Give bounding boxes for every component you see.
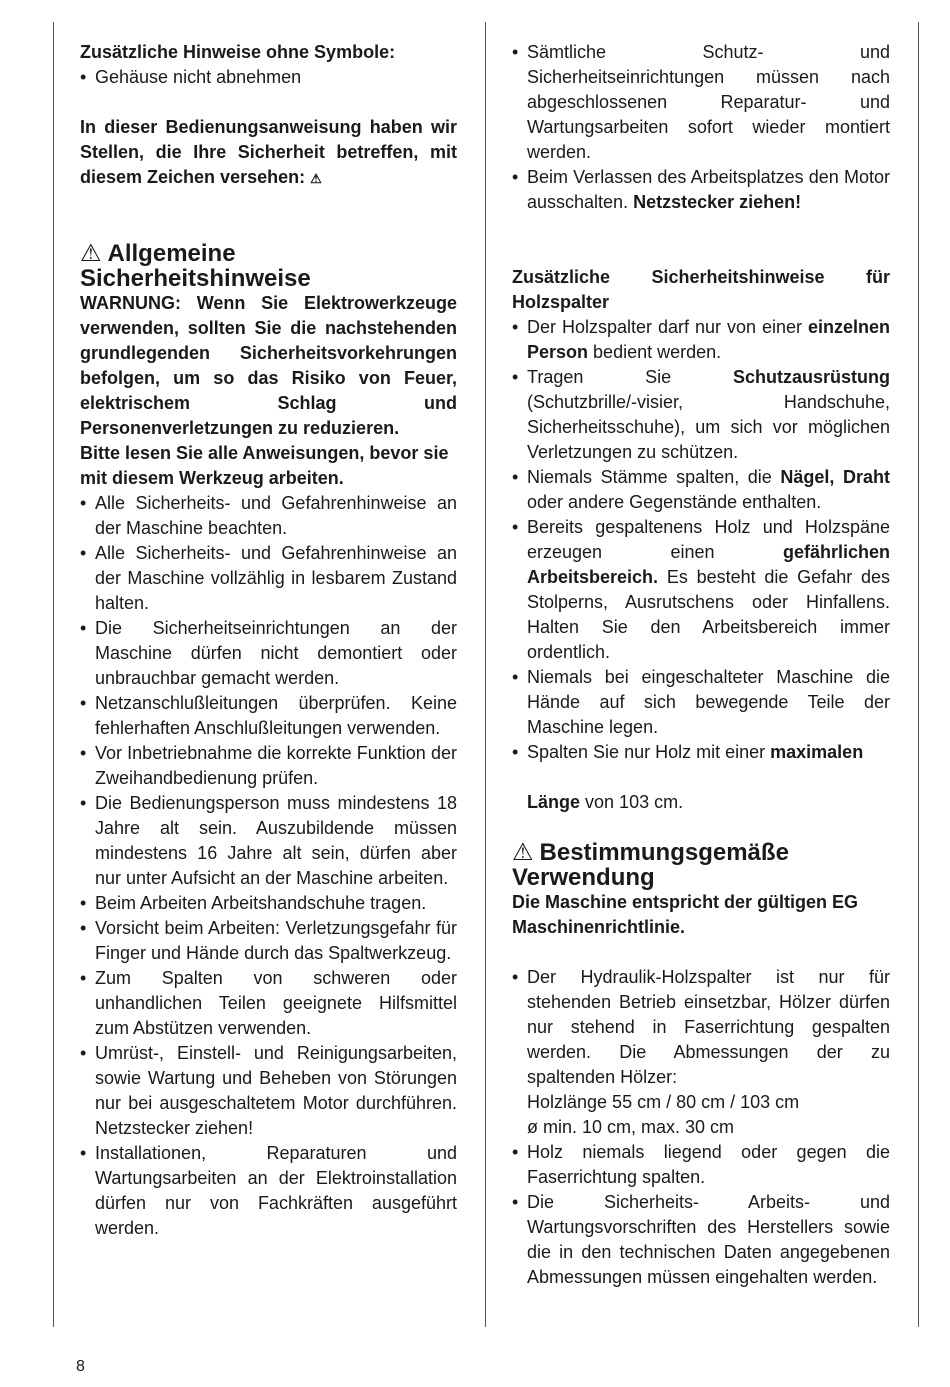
list-item: • Vorsicht beim Arbeiten: Verletzungsgefahr für Finger und Hände durch das Spaltwerkzeug.	[80, 916, 457, 966]
wood-diameter-spec: ø min. 10 cm, max. 30 cm	[527, 1117, 735, 1137]
list-item: • Beim Arbeiten Arbeitshandschuhe tragen.	[80, 891, 457, 916]
list-item: • Zum Spalten von schweren oder unhandlichen Teilen geeignete Hilfsmittel zum Abstützen verwenden.	[80, 966, 457, 1041]
right-column	[512, 40, 890, 1290]
list-item: • Spalten Sie nur Holz mit einer maximalen Länge von 103 cm.	[512, 740, 890, 815]
section-title-intended-use: ⚠ Bestimmungsgemäße Verwendung	[512, 839, 789, 891]
warning-icon: ⚠	[512, 839, 534, 866]
list-item: • Der Holzspalter darf nur von einer einzelnen Person bedient werden.	[512, 315, 890, 365]
list-item: • Holz niemals liegend oder gegen die Faserrichtung spalten.	[512, 1140, 890, 1190]
warning-icon: ⚠	[80, 240, 102, 267]
intro-list-item: • Gehäuse nicht abnehmen	[80, 65, 457, 90]
symbol-note: In dieser Bedienungsanweisung haben wir Stellen, die Ihre Sicherheit betreffen, mit diesem Zeichen versehen: ⚠	[80, 117, 457, 187]
left-margin-rule	[53, 22, 54, 1327]
right-margin-rule	[918, 22, 919, 1327]
list-item: • Tragen Sie Schutzausrüstung (Schutzbrille/-visier, Handschuhe, Sicherheitsschuhe), um sich vor möglichen Verletzungen zu schützen.	[512, 365, 890, 465]
list-item: • Niemals bei eingeschalteter Maschine die Hände auf sich bewegende Teile der Maschine legen.	[512, 665, 890, 740]
wood-splitter-list	[512, 315, 890, 815]
intro-heading: Zusätzliche Hinweise ohne Symbole:	[80, 42, 396, 62]
list-item: • Umrüst-, Einstell- und Reinigungsarbeiten, sowie Wartung und Beheben von Störungen nur bei ausgeschaltetem Motor durchführen. Netzstecker ziehen!	[80, 1041, 457, 1141]
top-safety-list	[512, 40, 890, 215]
list-item: • Niemals Stämme spalten, die Nägel, Draht oder andere Gegenstände enthalten.	[512, 465, 890, 515]
list-item: • Bereits gespaltenens Holz und Holzspäne erzeugen einen gefährlichen Arbeitsbereich. Es besteht die Gefahr des Stolperns, Ausrutschens oder Hinfallens. Halten Sie den Arbeitsbereich immer ordentlich.	[512, 515, 890, 665]
list-item: • Installationen, Reparaturen und Wartungsarbeiten an der Elektroinstallation dürfen nur von Fachkräften ausgeführt werden.	[80, 1141, 457, 1241]
page-number: 8	[76, 1358, 85, 1375]
intended-use-subtitle: Die Maschine entspricht der gültigen EG Maschinenrichtlinie.	[512, 892, 859, 937]
list-item: • Der Hydraulik-Holzspalter ist nur für stehenden Betrieb einsetzbar, Hölzer dürfen nur stehend in Faserrichtung gespalten werden. Die Abmessungen der zu spaltenden Hölzer: Holzlänge 55 cm / 80 cm / 103 cm ø min. 10 cm, max. 30 cm	[512, 965, 890, 1140]
list-item: • Die Bedienungsperson muss mindestens 18 Jahre alt sein. Auszubildende müssen mindestens 16 Jahre alt sein, dürfen aber nur unter Aufsicht an der Maschine arbeiten.	[80, 791, 457, 891]
list-item: • Alle Sicherheits- und Gefahrenhinweise an der Maschine beachten.	[80, 491, 457, 541]
read-instructions-paragraph: Bitte lesen Sie alle Anweisungen, bevor sie mit diesem Werkzeug arbeiten.	[80, 443, 449, 488]
warning-paragraph: WARNUNG: Wenn Sie Elektrowerkzeuge verwenden, sollten Sie die nachstehenden grundlegenden Sicherheitsvorkehrungen befolgen, um so das Risiko von Feuer, elektrischem Schlag und Personenverletzungen zu reduzieren.	[80, 293, 457, 438]
warning-icon: ⚠	[310, 171, 322, 186]
left-column	[80, 40, 457, 1241]
list-item: • Die Sicherheitseinrichtungen an der Maschine dürfen nicht demontiert oder unbrauchbar gemacht werden.	[80, 616, 457, 691]
intended-use-list	[512, 965, 890, 1290]
list-item: • Sämtliche Schutz- und Sicherheitseinrichtungen müssen nach abgeschlossenen Reparatur- und Wartungsarbeiten sofort wieder montiert werden.	[512, 40, 890, 165]
list-item: • Alle Sicherheits- und Gefahrenhinweise an der Maschine vollzählig in lesbarem Zustand halten.	[80, 541, 457, 616]
section-title-general-safety: ⚠ Allgemeine Sicherheitshinweise	[80, 240, 311, 292]
general-safety-list	[80, 491, 457, 1241]
list-item: • Netzanschlußleitungen überprüfen. Keine fehlerhaften Anschlußleitungen verwenden.	[80, 691, 457, 741]
list-item: • Die Sicherheits- Arbeits- und Wartungsvorschriften des Herstellers sowie die in den technischen Daten angegebenen Abmessungen müssen eingehalten werden.	[512, 1190, 890, 1290]
wood-splitter-heading: Zusätzliche Sicherheitshinweise für Holzspalter	[512, 267, 890, 312]
wood-length-spec: Holzlänge 55 cm / 80 cm / 103 cm	[527, 1092, 800, 1112]
intro-list	[80, 65, 457, 90]
column-divider-rule	[485, 22, 486, 1327]
list-item: • Beim Verlassen des Arbeitsplatzes den Motor ausschalten. Netzstecker ziehen!	[512, 165, 890, 215]
list-item: • Vor Inbetriebnahme die korrekte Funktion der Zweihandbedienung prüfen.	[80, 741, 457, 791]
